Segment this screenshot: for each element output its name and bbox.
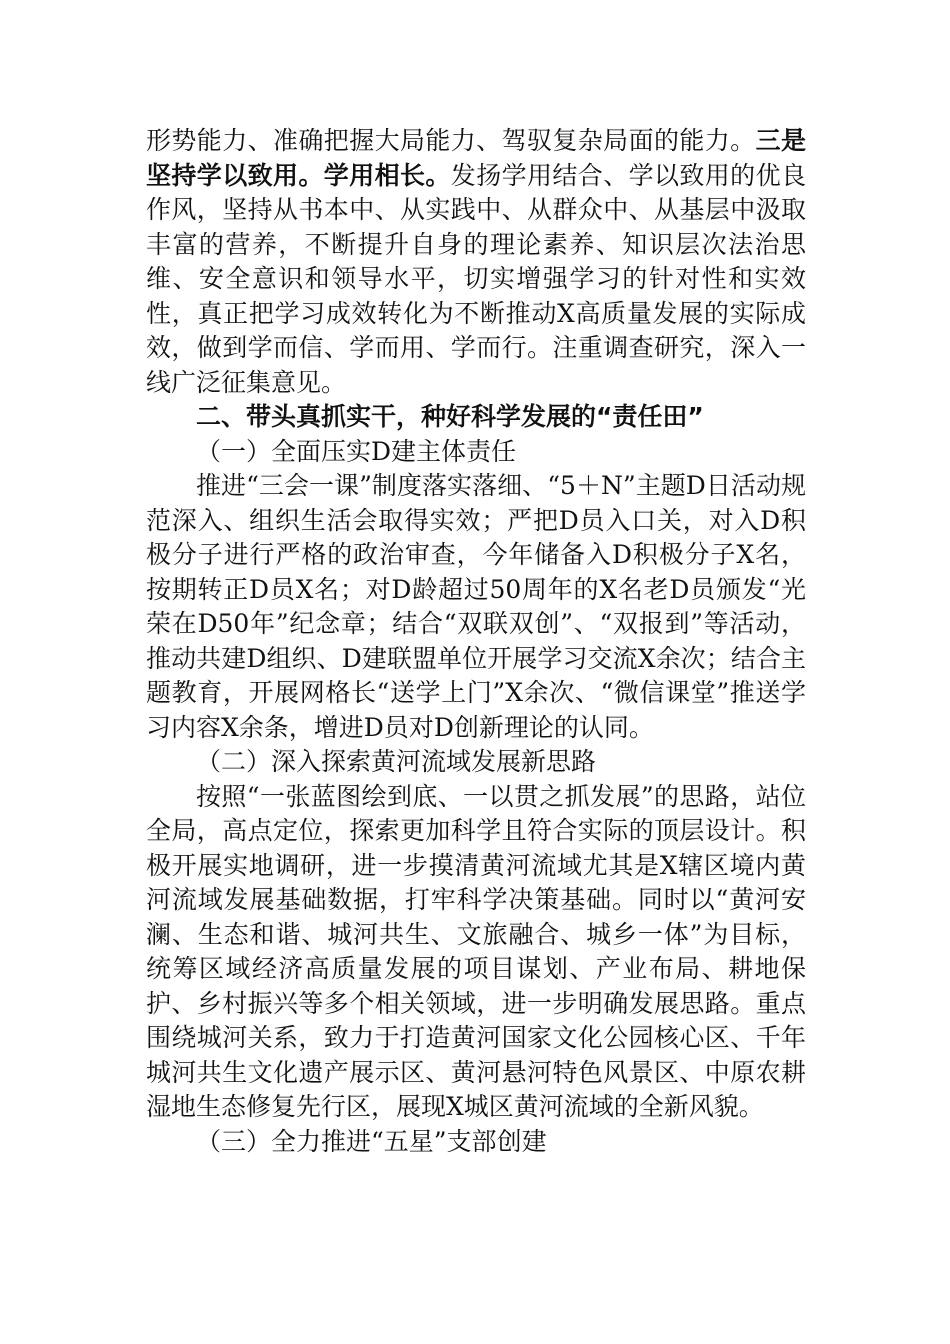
subsection-title-3: （三）全力推进“五星”支部创建 [196, 1126, 547, 1156]
subsection-title-1: （一）全面压实D建主体责任 [196, 436, 517, 466]
paragraph-lead: 形势能力、准确把握大局能力、驾驭复杂局面的能力。 [146, 126, 756, 155]
paragraph-study [146, 124, 806, 400]
bold-phrase: 三是坚持学以致用。学用相长。 [146, 126, 806, 190]
paragraph-body: 发扬学用结合、学以致用的优良作风，坚持从书本中、从实践中、从群众中、从基层中汲取丰富的营养，不断提升自身的理论素养、知识层次法治思维、安全意识和领导水平，切实增强学习的针对性和实效性，真正把学习成效转化为不断推动X高质量发展的实际成效，做到学而信、学而用、学而行。注重调查研究，深入一线广泛征集意见。 [146, 160, 806, 397]
document-body [146, 124, 806, 1159]
subsection-body-2: 按照“一张蓝图绘到底、一以贯之抓发展”的思路，站位全局，高点定位，探索更加科学且符合实际的顶层设计。积极开展实地调研，进一步摸清黄河流域尤其是X辖区境内黄河流域发展基础数据，打牢科学决策基础。同时以“黄河安澜、生态和谐、城河共生、文旅融合、城乡一体”为目标，统筹区域经济高质量发展的项目谋划、产业布局、耕地保护、乡村振兴等多个相关领域，进一步明确发展思路。重点围绕城河关系，致力于打造黄河国家文化公园核心区、千年城河共生文化遗产展示区、黄河悬河特色风景区、中原农耕湿地生态修复先行区，展现X城区黄河流域的全新风貌。 [146, 781, 806, 1121]
section-heading-2: 二、带头真抓实干，种好科学发展的“责任田” [196, 402, 704, 431]
subsection-title-2: （二）深入探索黄河流域发展新思路 [196, 747, 597, 776]
subsection-body-1: 推进“三会一课”制度落实落细、“5＋N”主题D日活动规范深入、组织生活会取得实效；严把D员入口关，对入D积极分子进行严格的政治审查，今年储备入D积极分子X名，按期转正D员X名；对D龄超过50周年的X名老D员颁发“光荣在D50年”纪念章；结合“双联双创”、“双报到”等活动，推动共建D组织、D建联盟单位开展学习交流X余次；结合主题教育，开展网格长“送学上门”X余次、“微信课堂”推送学习内容X余条，增进D员对D创新理论的认同。 [146, 471, 806, 742]
